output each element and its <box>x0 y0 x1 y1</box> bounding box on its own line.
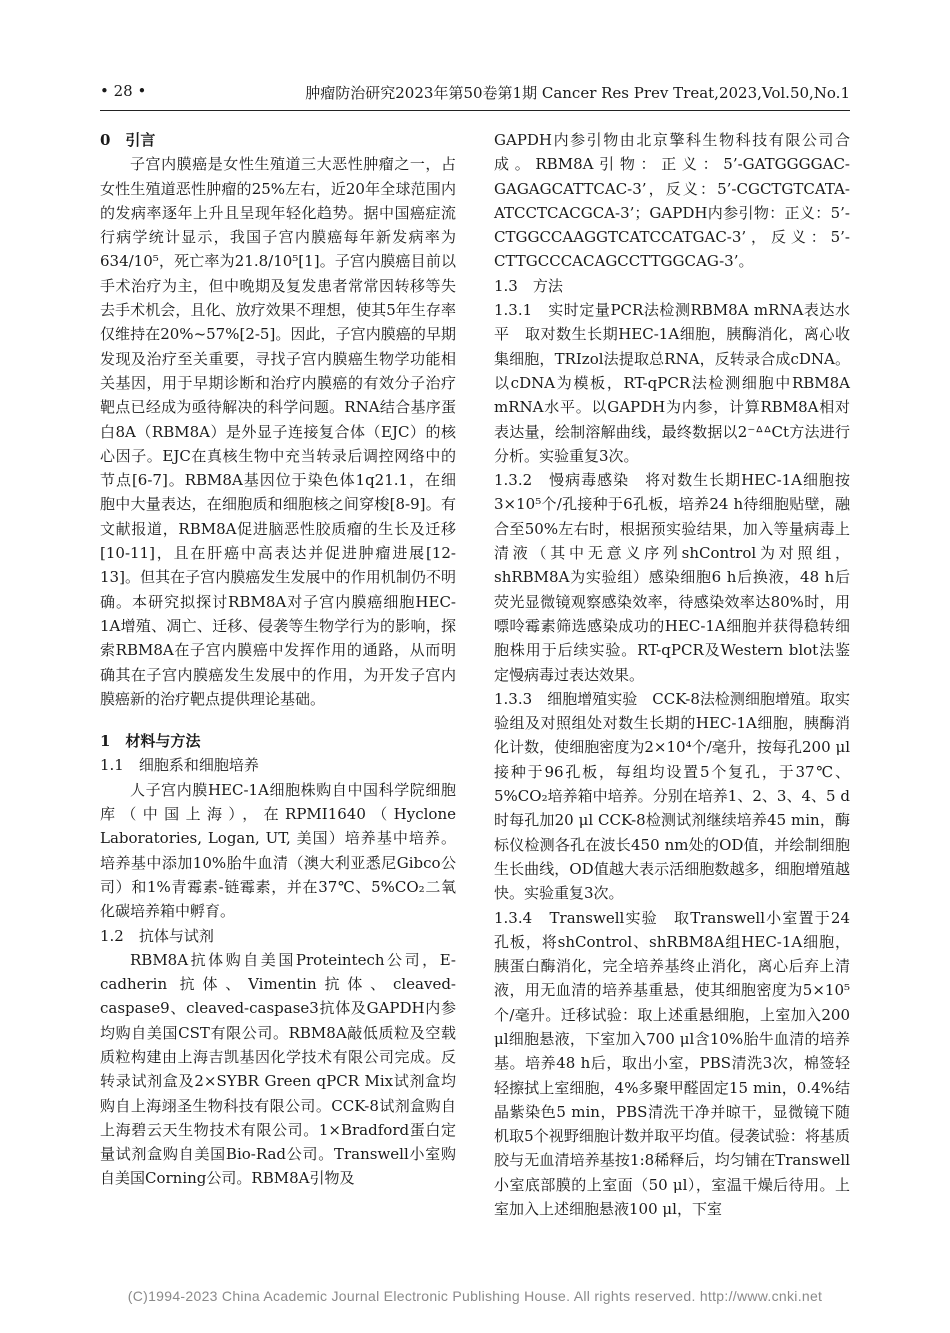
section-1-3-1-paragraph: 1.3.1 实时定量PCR法检测RBM8A mRNA表达水平 取对数生长期HEC-1A细胞，胰酶消化，离心收集细胞，TRIzol法提取总RNA，反转录合成cDNA。以cDNA为模板，RT-qPCR法检测细胞中RBM8A mRNA水平。以GAPDH为内参，计算RBM8A相对表达量，绘制溶解曲线，最终数据以2⁻ᐞᐞCt方法进行分析。实验重复3次。 <box>494 301 850 465</box>
header-divider <box>100 110 850 111</box>
section-1-3-heading: 1.3 方法 <box>494 276 563 295</box>
intro-heading: 0 引言 <box>100 131 156 149</box>
section-1-3-3-paragraph: 1.3.3 细胞增殖实验 CCK-8法检测细胞增殖。取实验组及对照组处对数生长期的HEC-1A细胞，胰酶消化计数，使细胞密度为2×10⁴个/毫升，按每孔200 μl接种于96孔板，每组均设置5个复孔，于37℃、5%CO₂培养箱中培养。分别在培养1、2、3、4、5 d时每孔加20 μl CCK-8检测试剂继续培养45 min，酶标仪检测各孔在波长450 nm处的OD值，并绘制细胞生长曲线，OD值越大表示活细胞数越多，细胞增殖越快。实验重复3次。 <box>494 689 850 903</box>
section-1-3-2-paragraph: 1.3.2 慢病毒感染 将对数生长期HEC-1A细胞按3×10⁵个/孔接种于6孔板，培养24 h待细胞贴壁，融合至50%左右时，根据预实验结果，加入等量病毒上清液（其中无意义序列shControl为对照组，shRBM8A为实验组）感染细胞6 h后换液，48 h后荧光显微镜观察感染效率，待感染效率达80%时，用嘌呤霉素筛选感染成功的HEC-1A细胞并获得稳转细胞株用于后续实验。RT-qPCR及Western blot法鉴定慢病毒过表达效果。 <box>494 471 850 684</box>
right-column <box>494 128 850 1221</box>
section-1-2-paragraph: RBM8A抗体购自美国Proteintech公司，E-cadherin 抗体、Vimentin抗体、cleaved-caspase9、cleaved-caspase3抗体及GAPDH内参均购自美国CST有限公司。RBM8A敲低质粒及空载质粒构建由上海吉凯基因化学技术有限公司完成。反转录试剂盒及2×SYBR Green qPCR Mix试剂盒均购自上海翊圣生物科技有限公司。CCK-8试剂盒购自上海碧云天生物技术有限公司。1×Bradford蛋白定量试剂盒购自美国Bio-Rad公司。Transwell小室购自美国Corning公司。RBM8A引物及 <box>100 950 456 1188</box>
section-1-2-heading: 1.2 抗体与试剂 <box>100 926 214 945</box>
page-number: • 28 • <box>100 82 147 100</box>
left-column <box>100 128 456 1191</box>
primer-continuation: GAPDH内参引物由北京擎科生物科技有限公司合成。RBM8A引物：正义：5’-GATGGGGAC-GAGAGCATTCAC-3’，反义：5’-CGCTGTCATA-ATCCTCACGCA-3’；GAPDH内参引物：正义：5’-CTGGCCAAGGTCATCCATGAC-3’，反义：5’-CTTGCCCACAGCCTTGGCAG-3’。 <box>494 131 850 271</box>
methods-heading: 1 材料与方法 <box>100 732 201 751</box>
journal-citation: 肿瘤防治研究2023年第50卷第1期 Cancer Res Prev Treat,2023,Vol.50,No.1 <box>305 84 850 102</box>
page-header <box>100 82 850 104</box>
section-1-3-4-paragraph: 1.3.4 Transwell实验 取Transwell小室置于24孔板，将shControl、shRBM8A组HEC-1A细胞，胰蛋白酶消化，完全培养基终止消化，离心后弃上清液，用无血清的培养基重悬，使其细胞密度为5×10⁵个/毫升。迁移试验：取上述重悬细胞，上室加入200 μl细胞悬液，下室加入700 μl含10%胎牛血清的培养基。培养48 h后，取出小室，PBS清洗3次，棉签轻轻擦拭上室细胞，4%多聚甲醛固定15 min，0.4%结晶紫染色5 min，PBS清洗干净并晾干，显微镜下随机取5个视野细胞计数并取平均值。侵袭试验：将基质胶与无血清培养基按1:8稀释后，均匀铺在Transwell小室底部膜的上室面（50 μl），室温干燥后待用。上室加入上述细胞悬液100 μl，下室 <box>494 908 850 1219</box>
section-1-1-paragraph: 人子宫内膜HEC-1A细胞株购自中国科学院细胞库（中国上海），在RPMI1640（Hyclone Laboratories, Logan, UT, 美国）培养基中培养。培养基中添加10%胎牛血清（澳大利亚悉尼Gibco公司）和1%青霉素-链霉素，并在37℃、5%CO₂二氧化碳培养箱中孵育。 <box>100 780 456 921</box>
copyright-footer: (C)1994-2023 China Academic Journal Electronic Publishing House. All rights reserved. http://www.cnki.net <box>127 1288 823 1304</box>
intro-paragraph: 子宫内膜癌是女性生殖道三大恶性肿瘤之一，占女性生殖道恶性肿瘤的25%左右，近20年全球范围内的发病率逐年上升且呈现年轻化趋势。据中国癌症流行病学统计显示，我国子宫内膜癌每年新发病率为634/10⁵，死亡率为21.8/10⁵[1]。子宫内膜癌目前以手术治疗为主，但中晚期及复发患者常常因转移等失去手术机会，且化、放疗效果不理想，使其5年生存率仅维持在20%~57%[2-5]。因此，子宫内膜癌的早期发现及治疗至关重要，寻找子宫内膜癌生物学功能相关基因，用于早期诊断和治疗内膜癌的有效分子治疗靶点已经成为亟待解决的科学问题。RNA结合基序蛋白8A（RBM8A）是外显子连接复合体（EJC）的核心因子。EJC在真核生物中充当转录后调控网络中的节点[6-7]。RBM8A基因位于染色体1q21.1，在细胞中大量表达，在细胞质和细胞核之间穿梭[8-9]。有文献报道，RBM8A促进脑恶性胶质瘤的生长及迁移[10-11]，且在肝癌中高表达并促进肿瘤进展[12-13]。但其在子宫内膜癌发生发展中的作用机制仍不明确。本研究拟探讨RBM8A对子宫内膜癌细胞HEC-1A增殖、凋亡、迁移、侵袭等生物学行为的影响，探索RBM8A在子宫内膜癌中发挥作用的通路，从而明确其在子宫内膜癌发生发展中的作用，为开发子宫内膜癌新的治疗靶点提供理论基础。 <box>100 155 456 708</box>
section-1-1-heading: 1.1 细胞系和细胞培养 <box>100 756 259 775</box>
